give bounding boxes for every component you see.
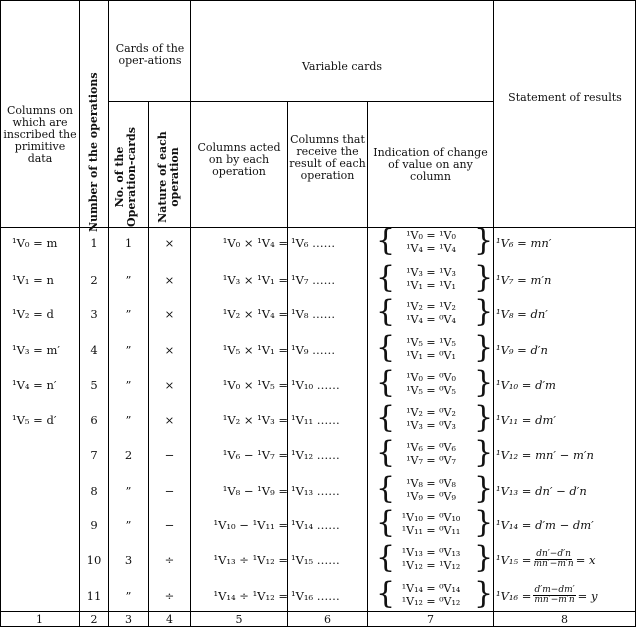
columns-acted-on: ¹V₂ × ¹V₄ = bbox=[222, 307, 288, 321]
value-change-top: ¹V₁₀ = ⁰V₁₀ bbox=[401, 511, 461, 524]
columns-acted-on: ¹V₃ × ¹V₁ = bbox=[222, 273, 288, 287]
column-number: 4 bbox=[166, 612, 173, 626]
operation-nature: × bbox=[164, 378, 175, 392]
column-number: 5 bbox=[235, 612, 243, 626]
header-variable-group: Variable cards bbox=[301, 60, 383, 73]
column-divider bbox=[287, 101, 288, 627]
header-operation-cards: No. of the Operation-cards bbox=[113, 127, 138, 227]
operation-nature: − bbox=[164, 518, 175, 532]
operation-number: 1 bbox=[90, 236, 98, 250]
header-subdivider bbox=[108, 101, 493, 102]
value-change-indication bbox=[388, 582, 474, 608]
brace-right: } bbox=[474, 540, 494, 575]
columns-acted-on: ¹V₂ × ¹V₃ = bbox=[222, 413, 288, 427]
brace-left: { bbox=[376, 260, 396, 295]
result-statement: ¹V₉ = d′n bbox=[496, 343, 548, 357]
receiving-column: ¹V₈ …… bbox=[291, 307, 336, 321]
receiving-column: ¹V₁₆ …… bbox=[291, 589, 340, 603]
operation-nature: ÷ bbox=[164, 553, 175, 567]
receiving-column: ¹V₁₂ …… bbox=[291, 448, 340, 462]
result-statement: ¹V₇ = m′n bbox=[496, 273, 552, 287]
value-change-indication bbox=[388, 511, 474, 537]
header-operation-number: Number of the operations bbox=[87, 72, 100, 232]
operation-card-number: ” bbox=[125, 484, 132, 498]
result-prefix: ¹V₁₆ = bbox=[496, 588, 532, 603]
value-change-bottom: ¹V₁ = ¹V₁ bbox=[406, 279, 456, 292]
value-change-indication bbox=[388, 336, 474, 362]
brace-left: { bbox=[376, 471, 396, 506]
operation-nature: × bbox=[164, 307, 175, 321]
result-statement: ¹V₁₂ = mn′ − m′n bbox=[496, 448, 594, 462]
header-change-indication: Indication of change of value on any column bbox=[373, 146, 488, 183]
receiving-column: ¹V₁₁ …… bbox=[291, 413, 340, 427]
operation-number: 4 bbox=[90, 343, 98, 357]
column-number: 3 bbox=[125, 612, 132, 626]
value-change-indication bbox=[388, 441, 474, 467]
brace-right: } bbox=[474, 400, 494, 435]
value-change-top: ¹V₁₄ = ⁰V₁₄ bbox=[401, 582, 461, 595]
brace-right: } bbox=[474, 223, 494, 258]
result-fraction bbox=[533, 586, 575, 605]
value-change-top: ¹V₆ = ⁰V₆ bbox=[406, 441, 456, 454]
value-change-bottom: ¹V₉ = ⁰V₉ bbox=[406, 490, 456, 503]
header-primitive-data: Columns on which are inscribed the primitive data bbox=[3, 104, 77, 165]
value-change-bottom: ¹V₅ = ⁰V₅ bbox=[406, 384, 456, 397]
brace-left: { bbox=[376, 294, 396, 329]
brace-left: { bbox=[376, 505, 396, 540]
receiving-column: ¹V₁₀ …… bbox=[291, 378, 340, 392]
brace-right: } bbox=[474, 365, 494, 400]
brace-left: { bbox=[376, 400, 396, 435]
value-change-indication bbox=[388, 477, 474, 503]
value-change-bottom: ¹V₁₂ = ⁰V₁₂ bbox=[401, 595, 461, 608]
result-suffix: = x bbox=[575, 552, 596, 567]
operation-nature: ÷ bbox=[164, 589, 175, 603]
brace-left: { bbox=[376, 576, 396, 611]
result-statement: ¹V₁₀ = d′m bbox=[496, 378, 556, 392]
operation-nature: × bbox=[164, 343, 175, 357]
primitive-data-value: ¹V₄ = n′ bbox=[12, 378, 57, 392]
operation-number: 2 bbox=[90, 273, 98, 287]
value-change-top: ¹V₀ = ¹V₀ bbox=[406, 229, 456, 242]
value-change-top: ¹V₀ = ⁰V₀ bbox=[406, 371, 456, 384]
columns-acted-on: ¹V₅ × ¹V₁ = bbox=[222, 343, 288, 357]
operation-card-number: 1 bbox=[124, 236, 133, 250]
value-change-bottom: ¹V₁₁ = ⁰V₁₁ bbox=[401, 524, 461, 537]
value-change-indication bbox=[388, 546, 474, 572]
receiving-column: ¹V₇ …… bbox=[291, 273, 336, 287]
value-change-bottom: ¹V₃ = ⁰V₃ bbox=[406, 419, 456, 432]
brace-left: { bbox=[376, 330, 396, 365]
value-change-top: ¹V₈ = ⁰V₈ bbox=[406, 477, 456, 490]
columns-acted-on: ¹V₈ − ¹V₉ = bbox=[222, 484, 288, 498]
result-statement bbox=[496, 550, 596, 569]
header-cards-group: Cards of the oper-ations bbox=[115, 42, 185, 67]
brace-right: } bbox=[474, 435, 494, 470]
operation-number: 11 bbox=[86, 589, 102, 603]
fraction-numerator: d′m−dm′ bbox=[534, 585, 575, 595]
brace-left: { bbox=[376, 540, 396, 575]
result-prefix: ¹V₁₅ = bbox=[496, 552, 532, 567]
result-statement: ¹V₈ = dn′ bbox=[496, 307, 548, 321]
operation-nature: × bbox=[164, 413, 175, 427]
table-border-top bbox=[0, 0, 636, 1]
fraction-denominator: mn′−m′n bbox=[534, 595, 575, 605]
operation-nature: − bbox=[164, 484, 175, 498]
value-change-bottom: ¹V₁ = ⁰V₁ bbox=[406, 349, 456, 362]
column-divider bbox=[493, 0, 494, 627]
operation-number: 8 bbox=[90, 484, 98, 498]
operation-number: 10 bbox=[86, 553, 102, 567]
brace-right: } bbox=[474, 260, 494, 295]
header-columns-acted-on: Columns acted on by each operation bbox=[197, 141, 281, 178]
receiving-column: ¹V₆ …… bbox=[291, 236, 336, 250]
value-change-indication bbox=[388, 371, 474, 397]
columns-acted-on: ¹V₁₄ ÷ ¹V₁₂ = bbox=[213, 589, 288, 603]
operation-card-number: ” bbox=[125, 273, 132, 287]
value-change-bottom: ¹V₁₂ = ¹V₁₂ bbox=[401, 559, 461, 572]
operation-card-number: ” bbox=[125, 589, 132, 603]
result-statement: ¹V₁₁ = dm′ bbox=[496, 413, 556, 427]
brace-left: { bbox=[376, 435, 396, 470]
header-columns-receive: Columns that receive the result of each operation bbox=[289, 132, 366, 182]
result-statement: ¹V₁₄ = d′m − dm′ bbox=[496, 518, 594, 532]
primitive-data-value: ¹V₃ = m′ bbox=[12, 343, 60, 357]
columns-acted-on: ¹V₀ × ¹V₄ = bbox=[222, 236, 288, 250]
header-operation-nature: Nature of each operation bbox=[156, 131, 181, 223]
result-suffix: = y bbox=[577, 588, 598, 603]
primitive-data-value: ¹V₅ = d′ bbox=[12, 413, 57, 427]
result-statement bbox=[496, 586, 597, 605]
value-change-bottom: ¹V₄ = ¹V₄ bbox=[406, 242, 456, 255]
operation-nature: − bbox=[164, 448, 175, 462]
primitive-data-value: ¹V₀ = m bbox=[12, 236, 58, 250]
column-number: 2 bbox=[90, 612, 98, 626]
value-change-top: ¹V₂ = ⁰V₂ bbox=[406, 406, 456, 419]
value-change-top: ¹V₃ = ¹V₃ bbox=[406, 266, 456, 279]
brace-left: { bbox=[376, 365, 396, 400]
brace-right: } bbox=[474, 505, 494, 540]
columns-acted-on: ¹V₀ × ¹V₅ = bbox=[222, 378, 288, 392]
operation-nature: × bbox=[164, 236, 175, 250]
operation-card-number: ” bbox=[125, 378, 132, 392]
table-border-left bbox=[0, 0, 1, 627]
column-number: 7 bbox=[427, 612, 434, 626]
columns-acted-on: ¹V₁₃ ÷ ¹V₁₂ = bbox=[213, 553, 288, 567]
columns-acted-on: ¹V₆ − ¹V₇ = bbox=[222, 448, 288, 462]
result-statement: ¹V₆ = mn′ bbox=[496, 236, 552, 250]
result-fraction bbox=[533, 550, 573, 569]
operation-card-number: ” bbox=[125, 518, 132, 532]
value-change-top: ¹V₂ = ¹V₂ bbox=[406, 300, 456, 313]
receiving-column: ¹V₁₅ …… bbox=[291, 553, 340, 567]
operation-card-number: ” bbox=[125, 307, 132, 321]
value-change-top: ¹V₁₃ = ⁰V₁₃ bbox=[401, 546, 461, 559]
value-change-indication bbox=[388, 300, 474, 326]
value-change-top: ¹V₅ = ¹V₅ bbox=[406, 336, 456, 349]
brace-left: { bbox=[376, 223, 396, 258]
column-divider bbox=[190, 0, 191, 627]
columns-acted-on: ¹V₁₀ − ¹V₁₁ = bbox=[213, 518, 288, 532]
primitive-data-value: ¹V₂ = d bbox=[12, 307, 54, 321]
receiving-column: ¹V₉ …… bbox=[291, 343, 336, 357]
operation-number: 9 bbox=[90, 518, 98, 532]
value-change-indication bbox=[388, 229, 474, 255]
column-number: 1 bbox=[36, 612, 43, 626]
operation-number: 5 bbox=[90, 378, 98, 392]
header-statement-of-results: Statement of results bbox=[508, 91, 622, 104]
operation-number: 6 bbox=[90, 413, 98, 427]
operation-nature: × bbox=[164, 273, 175, 287]
fraction-denominator: mn′−m′n bbox=[533, 559, 574, 569]
brace-right: } bbox=[474, 576, 494, 611]
brace-right: } bbox=[474, 471, 494, 506]
value-change-indication bbox=[388, 406, 474, 432]
value-change-bottom: ¹V₄ = ⁰V₄ bbox=[406, 313, 456, 326]
operation-card-number: ” bbox=[125, 343, 132, 357]
column-number: 6 bbox=[324, 612, 331, 626]
value-change-indication bbox=[388, 266, 474, 292]
operation-number: 7 bbox=[90, 448, 98, 462]
column-divider bbox=[367, 101, 368, 627]
column-number: 8 bbox=[561, 612, 568, 626]
operation-card-number: 2 bbox=[124, 448, 133, 462]
primitive-data-value: ¹V₁ = n bbox=[12, 273, 54, 287]
value-change-bottom: ¹V₇ = ⁰V₇ bbox=[406, 454, 456, 467]
operation-number: 3 bbox=[90, 307, 98, 321]
operation-card-number: 3 bbox=[124, 553, 133, 567]
receiving-column: ¹V₁₃ …… bbox=[291, 484, 340, 498]
brace-right: } bbox=[474, 330, 494, 365]
brace-right: } bbox=[474, 294, 494, 329]
result-statement: ¹V₁₃ = dn′ − d′n bbox=[496, 484, 587, 498]
receiving-column: ¹V₁₄ …… bbox=[291, 518, 340, 532]
fraction-numerator: dn′−d′n bbox=[536, 549, 571, 559]
operation-card-number: ” bbox=[125, 413, 132, 427]
